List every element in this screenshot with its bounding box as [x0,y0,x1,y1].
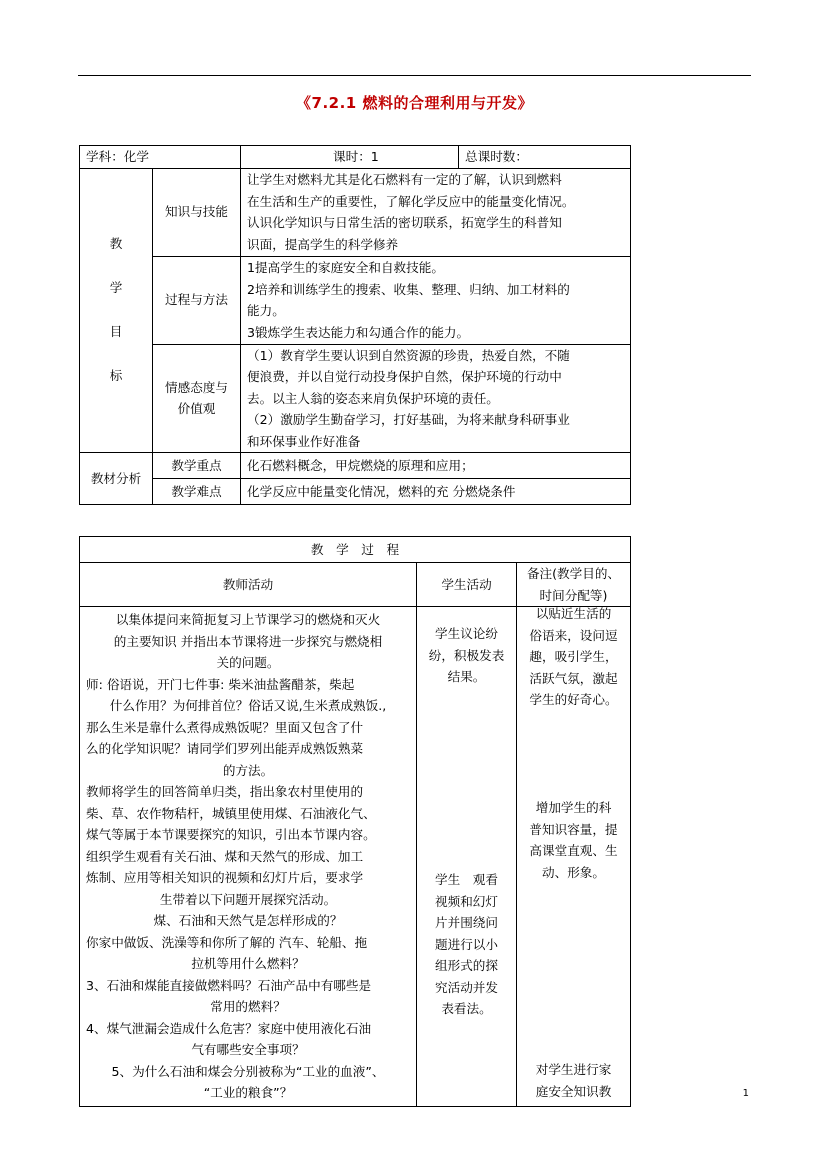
header-rule [78,75,751,76]
objectives-group-label: 教 学 目 标 [80,168,153,453]
notes-cell [517,607,631,1107]
teaching-process-table [79,536,631,1107]
teacher-activity-line: 什么作用？为何排首位？俗话又说,生米煮成熟饭., [109,698,387,713]
student-activity-discuss: 学生议论纷 纷，积极发表 结果。 [428,626,505,684]
teacher-activity-line: 气有哪些安全事项？ [191,1042,305,1057]
teacher-activity-line: 4、煤气泄漏会造成什么危害？家庭中使用液化石油 [86,1020,372,1036]
teacher-activity-text [86,609,410,1104]
teacher-activity-line: 炼制、应用等相关知识的视频和幻灯片后，要求学 [86,870,364,885]
teacher-activity-line: 师: 俗语说，开门七件事: 柴米油盐酱醋茶，柴起 [86,676,355,692]
difficulty-label: 教学难点 [153,479,241,505]
emotion-label: 情感态度与 价值观 [153,344,241,453]
student-activity-header: 学生活动 [417,563,517,607]
teacher-activity-line: 煤气等属于本节课要探究的知识，引出本节课内容。 [86,827,376,842]
key-point-label: 教学重点 [153,453,241,479]
teacher-activity-header: 教师活动 [80,563,417,607]
teacher-activity-line: 那么生米是靠什么煮得成熟饭呢？里面又包含了什 [86,719,364,735]
teacher-activity-cell [80,607,417,1107]
teacher-activity-line: 柴、草、农作物秸杆，城镇里使用煤、石油液化气、 [86,805,376,821]
knowledge-label: 知识与技能 [153,168,241,256]
student-activity-cell [417,607,517,1107]
process-section-title: 教 学 过 程 [80,537,631,563]
process-label: 过程与方法 [153,256,241,344]
notes-intent-1: 以贴近生活的 俗语来，设问逗 趣，吸引学生， 活跃气氛，激起 学生的好奇心。 [529,606,618,707]
teacher-activity-line: 的主要知识 并指出本节课将进一步探究与燃烧相 [113,633,383,649]
difficulty-text: 化学反应中能量变化情况，燃料的充 分燃烧条件 [241,479,631,505]
notes-header: 备注(教学目的、 时间分配等) [517,563,631,607]
subject-cell: 学科：化学 [80,146,241,169]
teacher-activity-line: 5、为什么石油和煤会分别被称为“工业的血液”、 [111,1063,385,1079]
teacher-activity-line: 组织学生观看有关石油、煤和天然气的形成、加工 [86,848,364,864]
teacher-activity-line: 么的化学知识呢？请同学们罗列出能弄成熟饭熟菜 [86,741,364,756]
period-cell: 课时：1 [241,146,459,169]
knowledge-text: 让学生对燃料尤其是化石燃料有一定的了解，认识到燃料 在生活和生产的重要性，了解化学反应中的能量变化情况。 认识化学知识与日常生活的密切联系，拓宽学生的科普知 识面，提高学生的科学修养 [241,168,631,256]
teacher-activity-line: 教师将学生的回答简单归类，指出象农村里使用的 [86,784,364,799]
teacher-activity-line: 的方法。 [222,762,274,778]
teacher-activity-line: 常用的燃料？ [210,999,286,1014]
teacher-activity-line: 生带着以下问题开展探究活动。 [159,891,337,907]
teacher-activity-line: “工业的粮食”？ [203,1085,293,1100]
page-number: 1 [742,1088,749,1099]
notes-intent-2: 增加学生的科 普知识容量，提 高课堂直观、生 动、形象。 [529,800,618,880]
teacher-activity-line: 以集体提问来简扼复习上节课学习的燃烧和灭火 [115,612,381,627]
teacher-activity-line: 拉机等用什么燃料？ [191,956,305,971]
document-title: 《7.2.1 燃料的合理利用与开发》 [296,94,533,112]
lesson-plan-table [79,145,631,505]
key-point-text: 化石燃料概念，甲烷燃烧的原理和应用； [241,453,631,479]
notes-intent-3: 对学生进行家 庭安全知识教 [535,1062,612,1099]
total-periods-cell: 总课时数： [459,146,631,169]
analysis-label: 教材分析 [80,453,153,505]
teacher-activity-line: 煤、石油和天然气是怎样形成的？ [153,913,343,928]
teacher-activity-line: 3、石油和煤能直接做燃料吗？石油产品中有哪些是 [86,977,372,993]
emotion-text: （1）教育学生要认识到自然资源的珍贵，热爱自然，不随 便浪费，并以自觉行动投身保护自然，保护环境的行动中 去。以主人翁的姿态来肩负保护环境的责任。 （2）激励学生勤奋学习，打好基础，为将来献身科研事业 和环保事业作好准备 [241,344,631,453]
teacher-activity-line: 你家中做饭、洗澡等和你所了解的 汽车、轮船、拖 [86,934,368,950]
process-text: 1提高学生的家庭安全和自救技能。 2培养和训练学生的搜索、收集、整理、归纳、加工材料的 能力。 3锻炼学生表达能力和勾通合作的能力。 [241,256,631,344]
teacher-activity-line: 关的问题。 [216,655,280,670]
student-activity-inquiry: 学生 观看 视频和幻灯 片并围绕问 题进行以小 组形式的探 究活动并发 表看法。 [435,872,498,1016]
